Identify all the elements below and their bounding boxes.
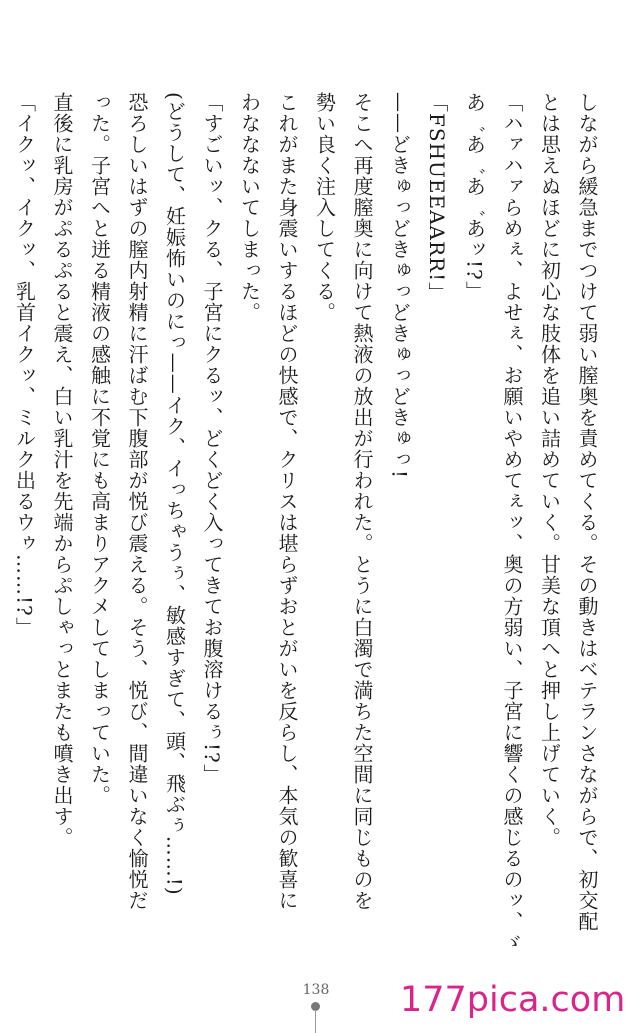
page-number: 138	[302, 982, 330, 998]
text-line: 「FSHUEEAARR!」	[425, 92, 449, 304]
watermark: 177pica.com	[400, 980, 626, 1020]
vertical-text-body	[5, 92, 605, 953]
text-line: 直後に乳房がぷるぷると震え、白い乳汁を先端からぷしゃっとまたも噴き出す。	[50, 92, 74, 848]
text-line: これがまた身震いするほどの快感で、クリスは堪らずおとがいを反らし、本気の歓喜に	[275, 92, 299, 911]
page-number-stem	[315, 1010, 316, 1033]
text-line: わななないてしまった。	[237, 92, 262, 323]
text-line: 恐ろしいはずの膣内射精に汗ばむ下腹部が悦び震える。そう、悦び、間違いなく愉悦だ	[125, 92, 149, 911]
text-line: あ゛あ゛あ゛あッ!?」	[462, 92, 487, 302]
text-line: しながら緩急までつけて弱い膣奥を責めてくる。その動きはベテランさながらで、初交配	[575, 92, 599, 932]
text-line: 「すごいッ、クる、子宮にクるッ、どくどく入ってきてお腹溶けるぅ!?」	[200, 92, 224, 785]
text-line: (どうして、妊娠怖いのにっ——イク、イっちゃうぅ、敏感すぎて、頭、飛ぶぅ……!)	[162, 92, 187, 896]
text-line: 「イクッ、イクッ、乳首イクッ、ミルク出るウゥ……!?」	[12, 92, 37, 638]
text-line: とは思えぬほどに初心な肢体を追い詰めていく。甘美な頂へと押し上げていく。	[537, 92, 562, 848]
text-line: そこへ再度膣奥に向けて熱液の放出が行われた。とうに白濁で満ちた空間に同じものを	[350, 92, 374, 911]
text-line: ——どきゅっどきゅっどきゅっどきゅっ!	[387, 92, 412, 480]
text-line: った。子宮へと迸る精液の感触に不覚にも高まりアクメしてしまっていた。	[87, 92, 112, 806]
text-line: 「ハァハァらめぇ、よせぇ、お願いやめてぇッ、奥の方弱い、子宮に響くの感じるのッ、ゞ	[500, 92, 524, 953]
text-line: 勢い良く注入してくる。	[312, 92, 337, 323]
